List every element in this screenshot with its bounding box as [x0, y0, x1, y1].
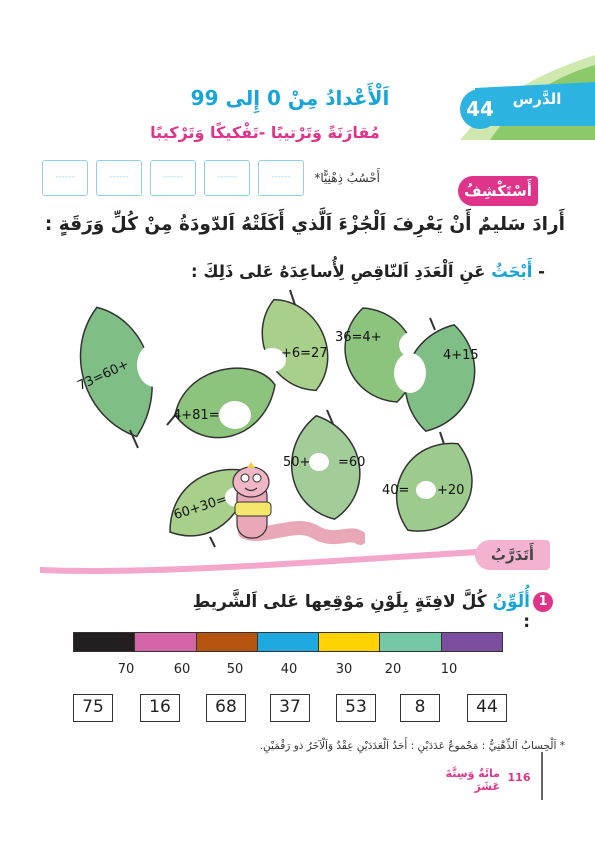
strip-segment [134, 633, 195, 651]
leaf-6-equation-right: =60 [338, 455, 366, 470]
strip-tick: 20 [384, 662, 402, 677]
problem-statement: أَرادَ سَليمٌ أَنْ يَعْرِفَ اَلْجُزْءَ اَلَّذي أَكَلَتْهُ اَلدّودَةُ مِنْ كُلِّ وَرَقَةٍ : [44, 214, 565, 235]
page-number-words: مائَةٌ وَسِتَّةَ عَشَرَ [445, 767, 500, 793]
leaf-7-equation-right: +20 [437, 483, 465, 498]
strip-segment [74, 633, 134, 651]
worm-illustration [225, 460, 365, 552]
page-number: 116 [507, 771, 531, 784]
lesson-label: الدَّرس [512, 90, 562, 108]
number-sign[interactable]: 53 [336, 694, 376, 722]
lesson-number: 44 [460, 89, 500, 129]
discover-tag: أَسْتَكْشِفُ [458, 176, 538, 206]
number-sign[interactable]: 75 [73, 694, 113, 722]
instruction-rest: عَنِ اَلْعَدَدِ اَلنّاقِصِ لِأُساعِدَهُ عَلى ذَلِكَ : [191, 262, 492, 281]
leaf-4 [385, 318, 490, 438]
strip-segment [441, 633, 502, 651]
page-divider [541, 752, 543, 800]
color-strip [73, 632, 503, 652]
strip-tick: 50 [226, 662, 244, 677]
strip-segment [379, 633, 440, 651]
strip-tick: 30 [335, 662, 353, 677]
instruction-prefix: - [532, 262, 545, 281]
strip-segment [257, 633, 318, 651]
footnote: * اَلْحِسابُ اَلذِّهْنِيُّ : مَجْموعُ عَدَدَيْنِ : أَحَدُ اَلْعَدَدَيْنِ عِقْدٌ وَاَلْآخَرُ ذو رَقْمَيْنِ. [259, 740, 565, 752]
leaf-5-equation: 4+81= [173, 408, 220, 423]
leaf-4-equation: 4+15 [443, 348, 479, 363]
lesson-subtitle: مُقارَنَةً وَتَرْتيبًا -تَفْكيكًا وَتَرْكيبًا [150, 123, 380, 142]
instruction-line [60, 262, 545, 281]
strip-tick: 60 [173, 662, 191, 677]
strip-tick: 40 [280, 662, 298, 677]
exercise-instruction [180, 592, 530, 632]
practice-wave [40, 545, 510, 575]
exercise-number: 1 [533, 592, 553, 612]
number-sign[interactable]: 37 [270, 694, 310, 722]
exercise-verb: أُلَوِّنُ [492, 592, 530, 612]
leaf-7-equation-left: 40= [382, 483, 410, 498]
leaf-3-equation: 36=4+ [335, 330, 382, 345]
exercise-rest: كُلَّ لافِتَةٍ بِلَوْنِ مَوْقِعِها عَلى اَلشَّريطِ : [192, 592, 530, 632]
mental-box[interactable]: ------ [150, 160, 196, 196]
mental-box[interactable]: ------ [258, 160, 304, 196]
leaf-8-equation: 60+30= [172, 491, 229, 524]
mental-box[interactable]: ------ [96, 160, 142, 196]
strip-segment [318, 633, 379, 651]
number-sign[interactable]: 8 [400, 694, 440, 722]
leaf-2-equation: +6=27 [281, 346, 328, 361]
number-sign[interactable]: 16 [140, 694, 180, 722]
strip-tick: 10 [440, 662, 458, 677]
strip-tick: 70 [117, 662, 135, 677]
mental-label: أَحْسُبُ ذِهْنِيًّا* [314, 171, 380, 185]
strip-segment [196, 633, 257, 651]
leaf-5 [165, 355, 280, 455]
leaf-1-equation: 73=60+ [75, 357, 132, 394]
practice-tag: أَتَدَرَّبُ [475, 540, 550, 570]
instruction-verb: أَبْحَثُ [491, 262, 533, 281]
lesson-title: اَلْأَعْدادُ مِنْ 0 إِلى 99 [190, 86, 390, 110]
leaf-6-equation-left: 50+ [283, 455, 311, 470]
number-sign[interactable]: 44 [467, 694, 507, 722]
mental-box[interactable]: ------ [204, 160, 250, 196]
number-sign[interactable]: 68 [206, 694, 246, 722]
mental-box[interactable]: ------ [42, 160, 88, 196]
